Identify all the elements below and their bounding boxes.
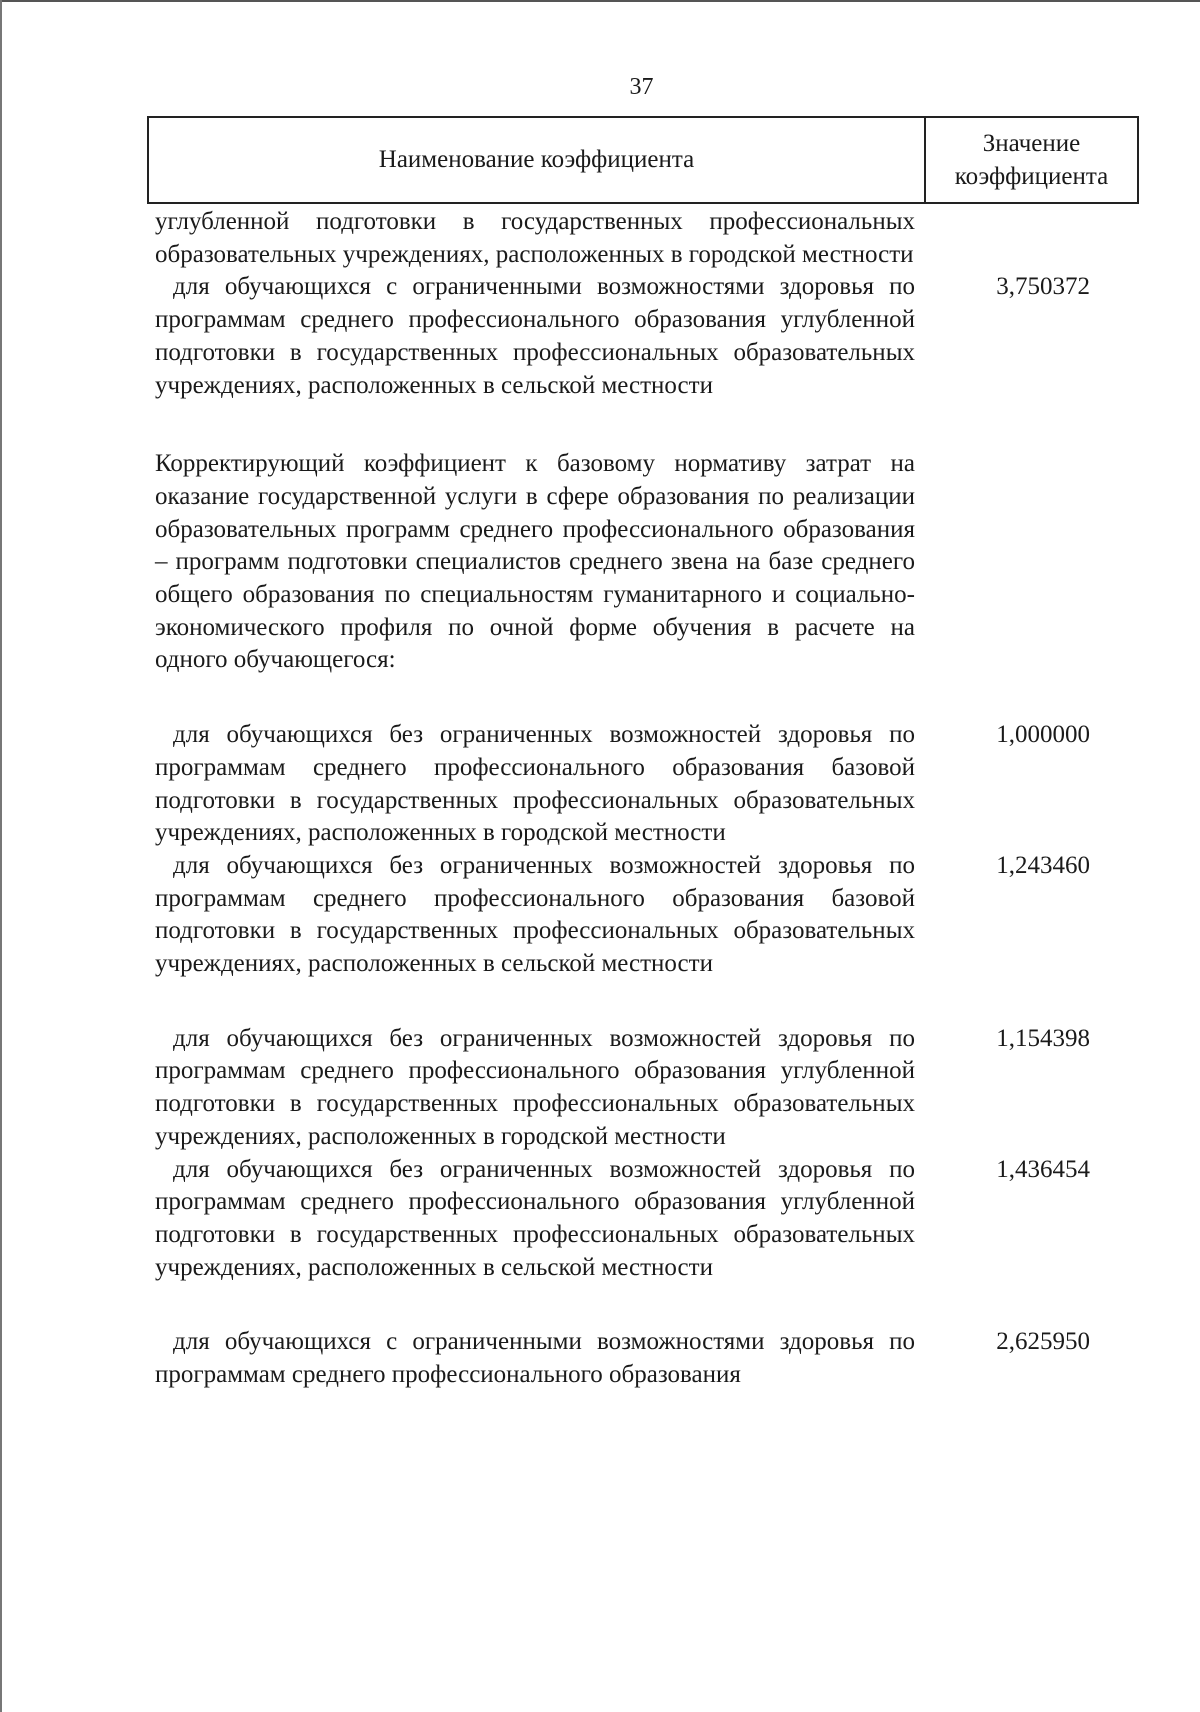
scan-edge-top [0,0,1200,2]
table-body [155,206,1140,1392]
coefficient-description: для обучающихся без ограниченных возможностей здоровья по программам среднего профессионального образования углубленной подготовки в государственных профессиональных образовательных учреждениях, расположенных в городской местности [155,1024,915,1150]
coefficient-description: для обучающихся с ограниченными возможностями здоровья по программам среднего профессионального образования [155,1328,915,1389]
header-value-line1: Значение [982,130,1081,157]
table-row [155,719,1140,850]
table-header [147,116,1139,204]
coefficient-description: для обучающихся без ограниченных возможностей здоровья по программам среднего профессионального образования углубленной подготовки в государственных профессиональных образовательных учреждениях, расположенных в сельской местности [155,1155,915,1281]
table-row [155,1154,1140,1285]
coefficient-description: углубленной подготовки в государственных профессиональных образовательных учреждениях, расположенных в городской местности [155,208,915,268]
table-row [155,1023,1140,1154]
coefficient-value: 2,625950 [996,1328,1090,1356]
page-number: 37 [629,74,654,100]
table-row [155,271,1140,402]
coefficient-description: для обучающихся без ограниченных возможностей здоровья по программам среднего профессионального образования базовой подготовки в государственных профессиональных образовательных учреждениях, расположенных в сельской местности [155,851,915,978]
scan-edge-left [0,0,2,1712]
coefficient-value: 1,000000 [996,721,1090,749]
coefficient-value [915,206,1140,271]
header-coefficient-value [926,118,1137,202]
table-row [155,850,1140,981]
coefficient-value: 1,154398 [996,1024,1090,1052]
coefficient-description: для обучающихся без ограниченных возможностей здоровья по программам среднего профессионального образования базовой подготовки в государственных профессиональных образовательных учреждениях, расположенных в городской местности [155,721,915,847]
section-heading: Корректирующий коэффициент к базовому нормативу затрат на оказание государственной услуги в сфере образования по реализации образовательных программ среднего профессионального образования – программ подготовки специалистов среднего звена на базе среднего общего образования по специальностям гуманитарного и социально-экономического профиля по очной форме обучения в расчете на одного обучающегося: [155,450,915,674]
header-value-line2: коэффициента [954,163,1109,190]
header-coefficient-name: Наименование коэффициента [149,118,926,202]
table-row [155,206,1140,271]
coefficient-description: для обучающихся с ограниченными возможностями здоровья по программам среднего профессионального образования углубленной подготовки в государственных профессиональных образовательных учреждениях, расположенных в сельской местности [155,273,915,399]
coefficient-value: 1,436454 [996,1155,1090,1183]
table-row [155,1326,1140,1391]
coefficient-value: 1,243460 [996,851,1090,879]
coefficient-value: 3,750372 [996,273,1090,301]
